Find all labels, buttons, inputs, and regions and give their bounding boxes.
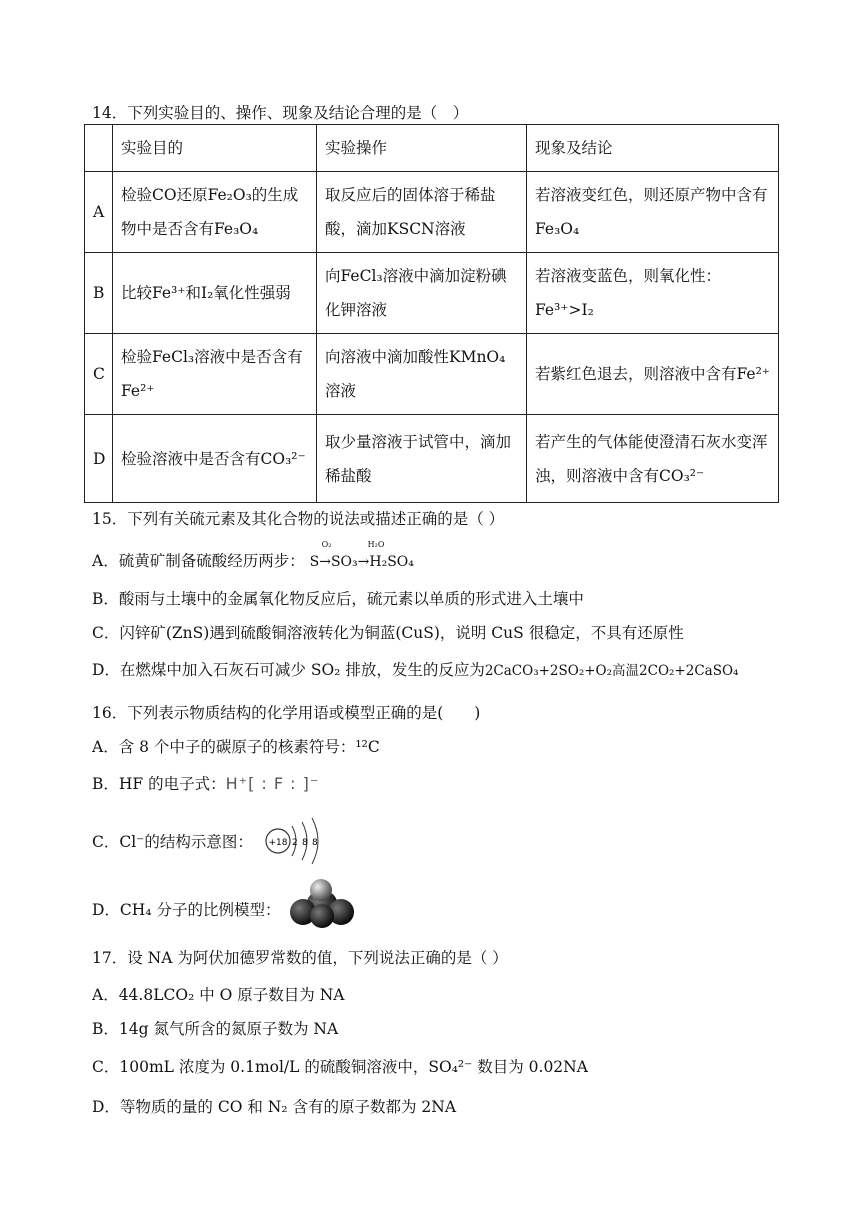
row-purpose: 检验溶液中是否含有CO₃²⁻ xyxy=(113,415,317,503)
q15-option-d xyxy=(92,658,738,680)
row-label: B xyxy=(85,253,113,334)
shell-count-2: 8 xyxy=(302,838,308,848)
q15-option-a xyxy=(92,540,414,571)
q17-option-d: D．等物质的量的 CO 和 N₂ 含有的原子数都为 2NA xyxy=(92,1098,457,1116)
row-purpose: 检验CO还原Fe₂O₃的生成物中是否含有Fe₃O₄ xyxy=(113,172,317,253)
q15-option-c: C．闪锌矿(ZnS)遇到硫酸铜溶液转化为铜蓝(CuS)，说明 CuS 很稳定，不具有还原性 xyxy=(92,624,684,642)
q16-option-b-text: B．HF 的电子式： xyxy=(92,775,226,793)
table-row xyxy=(85,334,779,415)
row-result: 若产生的气体能使澄清石灰水变浑浊，则溶液中含有CO₃²⁻ xyxy=(527,415,779,503)
q16-a-symbol: ¹²C xyxy=(355,738,380,756)
header-operation: 实验操作 xyxy=(317,125,527,172)
nucleus-charge: +18 xyxy=(268,838,288,848)
q17-option-c: C．100mL 浓度为 0.1mol/L 的硫酸铜溶液中，SO₄²⁻ 数目为 0.02NA xyxy=(92,1058,588,1076)
header-purpose: 实验目的 xyxy=(113,125,317,172)
header-result: 现象及结论 xyxy=(527,125,779,172)
shell-count-3: 8 xyxy=(312,838,318,848)
row-result: 若溶液变蓝色，则氧化性：Fe³⁺>I₂ xyxy=(527,253,779,334)
q16-option-a-text: A．含 8 个中子的碳原子的核素符号： xyxy=(92,738,356,756)
header-empty xyxy=(85,125,113,172)
q16-option-a xyxy=(92,735,380,757)
q15-stem: 15．下列有关硫元素及其化合物的说法或描述正确的是（ ） xyxy=(92,510,505,528)
q16-stem: 16．下列表示物质结构的化学用语或模型正确的是( ) xyxy=(92,704,481,722)
row-operation: 取反应后的固体溶于稀盐酸，滴加KSCN溶液 xyxy=(317,172,527,253)
table-row xyxy=(85,415,779,503)
row-operation: 向FeCl₃溶液中滴加淀粉碘化钾溶液 xyxy=(317,253,527,334)
q15-a-reaction: S→SO₃→H₂SO₄ xyxy=(309,554,414,570)
q17-option-a: A．44.8LCO₂ 中 O 原子数目为 NA xyxy=(92,986,345,1004)
q15-a-reaction-box xyxy=(309,540,414,570)
q17-option-b: B．14g 氮气所含的氮原子数为 NA xyxy=(92,1020,339,1038)
q15-option-a-text: A．硫黄矿制备硫酸经历两步： xyxy=(92,552,305,570)
cl-structure-diagram xyxy=(264,814,334,870)
q14-stem: 14．下列实验目的、操作、现象及结论合理的是（ ） xyxy=(92,104,469,122)
row-label: A xyxy=(85,172,113,253)
table-row xyxy=(85,172,779,253)
q15-option-b: B．酸雨与土壤中的金属氧化物反应后，硫元素以单质的形式进入土壤中 xyxy=(92,590,584,608)
q16-option-b xyxy=(92,772,319,794)
shell-count-1: 2 xyxy=(292,838,298,848)
row-label: C xyxy=(85,334,113,415)
q16-option-c-text: C．Cl⁻的结构示意图： xyxy=(92,833,253,851)
row-purpose: 比较Fe³⁺和I₂氧化性强弱 xyxy=(113,253,317,334)
q15-a-cond2: H₂O xyxy=(367,540,385,549)
table-header-row xyxy=(85,125,779,172)
row-label: D xyxy=(85,415,113,503)
q17-stem: 17．设 NA 为阿伏加德罗常数的值，下列说法正确的是（ ） xyxy=(92,949,508,967)
hydrogen-atom xyxy=(310,879,332,901)
q14-table xyxy=(84,124,779,503)
q15-d-reaction: 2CaCO₃+2SO₂+O₂高温2CO₂+2CaSO₄ xyxy=(484,663,739,679)
row-purpose: 检验FeCl₃溶液中是否含有Fe²⁺ xyxy=(113,334,317,415)
row-result: 若溶液变红色，则还原产物中含有Fe₃O₄ xyxy=(527,172,779,253)
q16-option-d-text: D．CH₄ 分子的比例模型： xyxy=(92,901,281,919)
row-operation: 向溶液中滴加酸性KMnO₄溶液 xyxy=(317,334,527,415)
hydrogen-atom xyxy=(310,904,334,928)
table-row xyxy=(85,253,779,334)
row-operation: 取少量溶液于试管中，滴加稀盐酸 xyxy=(317,415,527,503)
methane-space-filling-model xyxy=(288,876,356,928)
q15-option-d-text: D．在燃煤中加入石灰石可减少 SO₂ 排放，发生的反应为 xyxy=(92,661,485,679)
q16-b-formula: H⁺[ : F : ]⁻ xyxy=(225,774,320,793)
row-result: 若紫红色退去，则溶液中含有Fe²⁺ xyxy=(527,334,779,415)
q15-a-cond1: O₂ xyxy=(321,540,332,549)
